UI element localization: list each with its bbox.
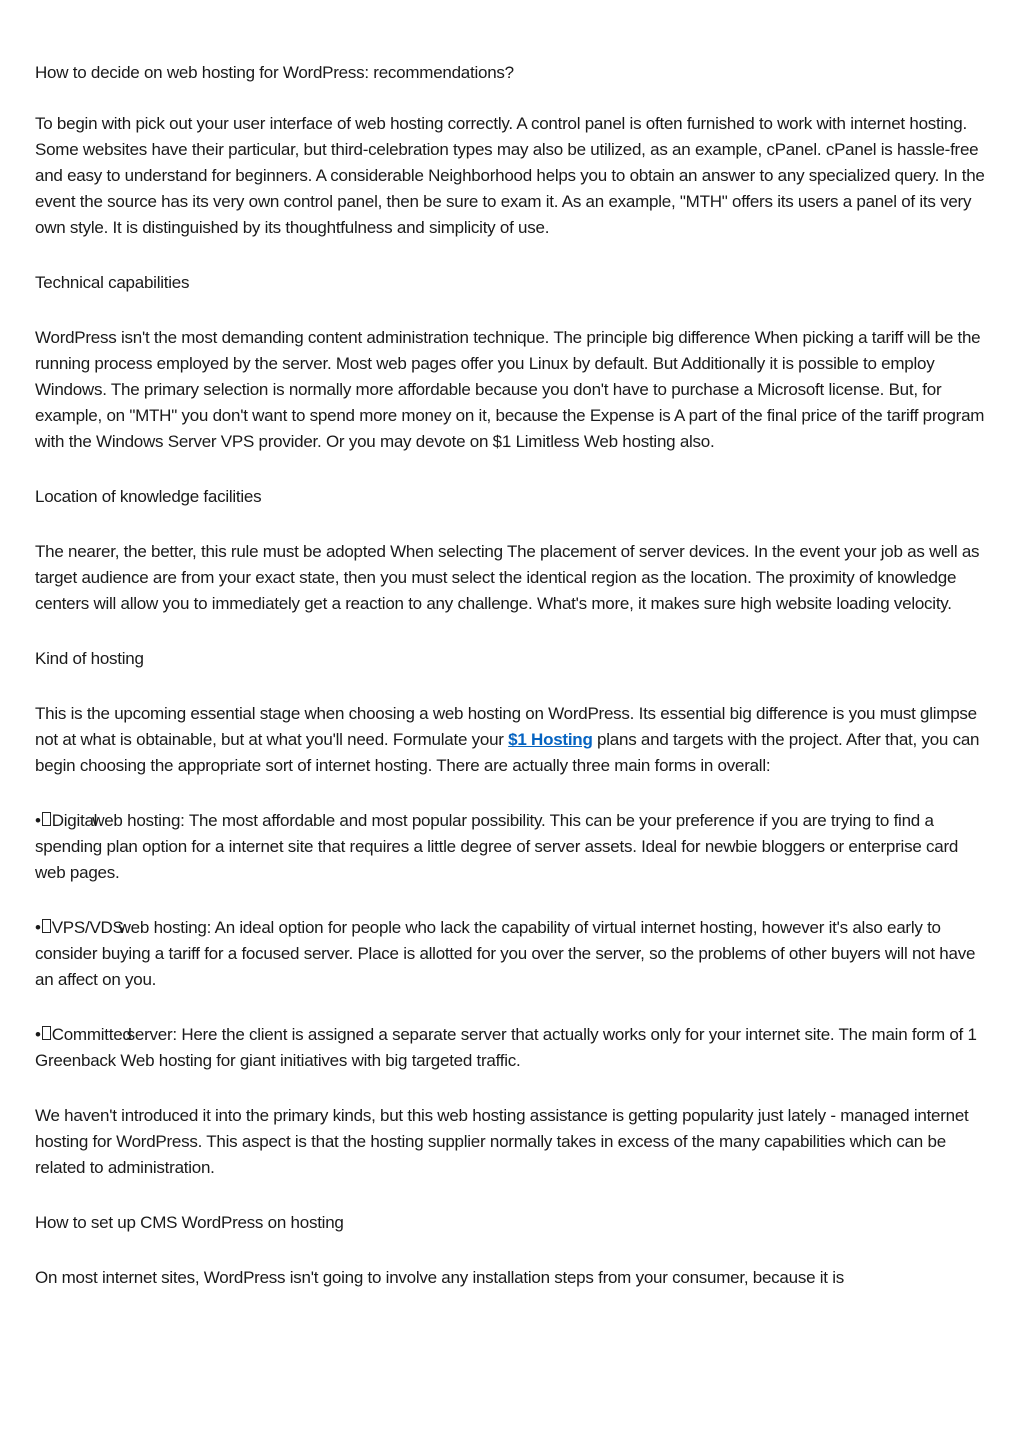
kind-of-hosting-paragraph	[35, 701, 988, 779]
missing-glyph-box-icon	[42, 812, 51, 826]
section-heading-technical-capabilities: Technical capabilities	[35, 273, 190, 292]
section-heading-location-of-knowledge-facilities: Location of knowledge facilities	[35, 487, 262, 506]
bullet-icon: •	[35, 918, 41, 937]
missing-glyph-box-icon	[42, 1026, 51, 1040]
section-heading-kind-of-hosting: Kind of hosting	[35, 649, 144, 668]
hosting-type-name: Digital	[51, 811, 98, 830]
section-heading-install-wordpress: How to set up CMS WordPress on hosting	[35, 1213, 344, 1232]
location-paragraph: The nearer, the better, this rule must be adopted When selecting The placement of server devices. In the event your job as well as target audience are from your exact state, then you must select the identical region as the location. The proximity of knowledge centers will allow you to immediately get a reaction to any challenge. What's more, it makes sure high website loading velocity.	[35, 542, 980, 613]
hosting-type-name: Committed	[51, 1025, 132, 1044]
hosting-type-name: VPS/VDS	[51, 918, 124, 937]
bullet-icon: •	[35, 1025, 41, 1044]
managed-hosting-paragraph: We haven't introduced it into the primary kinds, but this web hosting assistance is getting popularity just lately - managed internet hosting for WordPress. This aspect is that the hosting supplier normally takes in excess of the many capabilities which can be related to administration.	[35, 1106, 969, 1177]
bullet-item-vps-vds-hosting	[35, 915, 988, 993]
paragraph-text-after-link: plans and targets with the project. After that, you can begin choosing the appropriate sort of internet hosting. There are actually three main forms in overall:	[35, 730, 980, 775]
page-title: How to decide on web hosting for WordPress: recommendations?	[35, 63, 514, 82]
hosting-type-description: web hosting: The most affordable and most popular possibility. This can be your preference if you are trying to find a spending plan option for a internet site that requires a little degree of server assets. Ideal for newbie bloggers or enterprise card web pages.	[35, 811, 959, 882]
bullet-item-digital-hosting	[35, 808, 988, 886]
intro-paragraph: To begin with pick out your user interface of web hosting correctly. A control panel is often furnished to work with internet hosting. Some websites have their particular, but third-celebration types may also be utilized, as an example, cPanel. cPanel is hassle-free and easy to understand for beginners. A considerable Neighborhood helps you to obtain an answer to any specialized query. In the event the source has its very own control panel, then be sure to exam it. As an example, "MTH" offers its users a panel of its very own style. It is distinguished by its thoughtfulness and simplicity of use.	[35, 114, 985, 237]
bullet-item-committed-server	[35, 1022, 988, 1074]
hosting-type-description: server: Here the client is assigned a separate server that actually works only for your internet site. The main form of 1 Greenback Web hosting for giant initiatives with big targeted traffic.	[35, 1025, 977, 1070]
missing-glyph-box-icon	[42, 919, 51, 933]
bullet-icon: •	[35, 811, 41, 830]
hosting-type-description: web hosting: An ideal option for people who lack the capability of virtual internet hosting, however it's also early to consider buying a tariff for a focused server. Place is allotted for you over the server, so the problems of other buyers will not have an affect on you.	[35, 918, 976, 989]
technical-capabilities-paragraph: WordPress isn't the most demanding content administration technique. The principle big difference When picking a tariff will be the running process employed by the server. Most web pages offer you Linux by default. But Additionally it is possible to employ Windows. The primary selection is normally more affordable because you don't have to purchase a Microsoft license. But, for example, on "MTH" you don't want to spend more money on it, because the Expense is A part of the final price of the tariff program with the Windows Server VPS provider. Or you may devote on $1 Limitless Web hosting also.	[35, 328, 985, 451]
dollar-hosting-link[interactable]: $1 Hosting	[508, 730, 593, 749]
paragraph-text-before-link: This is the upcoming essential stage when choosing a web hosting on WordPress. Its essential big difference is you must glimpse not at what is obtainable, but at what you'll need. Formulate your	[35, 704, 977, 749]
install-paragraph: On most internet sites, WordPress isn't going to involve any installation steps from your consumer, because it is	[35, 1268, 845, 1287]
